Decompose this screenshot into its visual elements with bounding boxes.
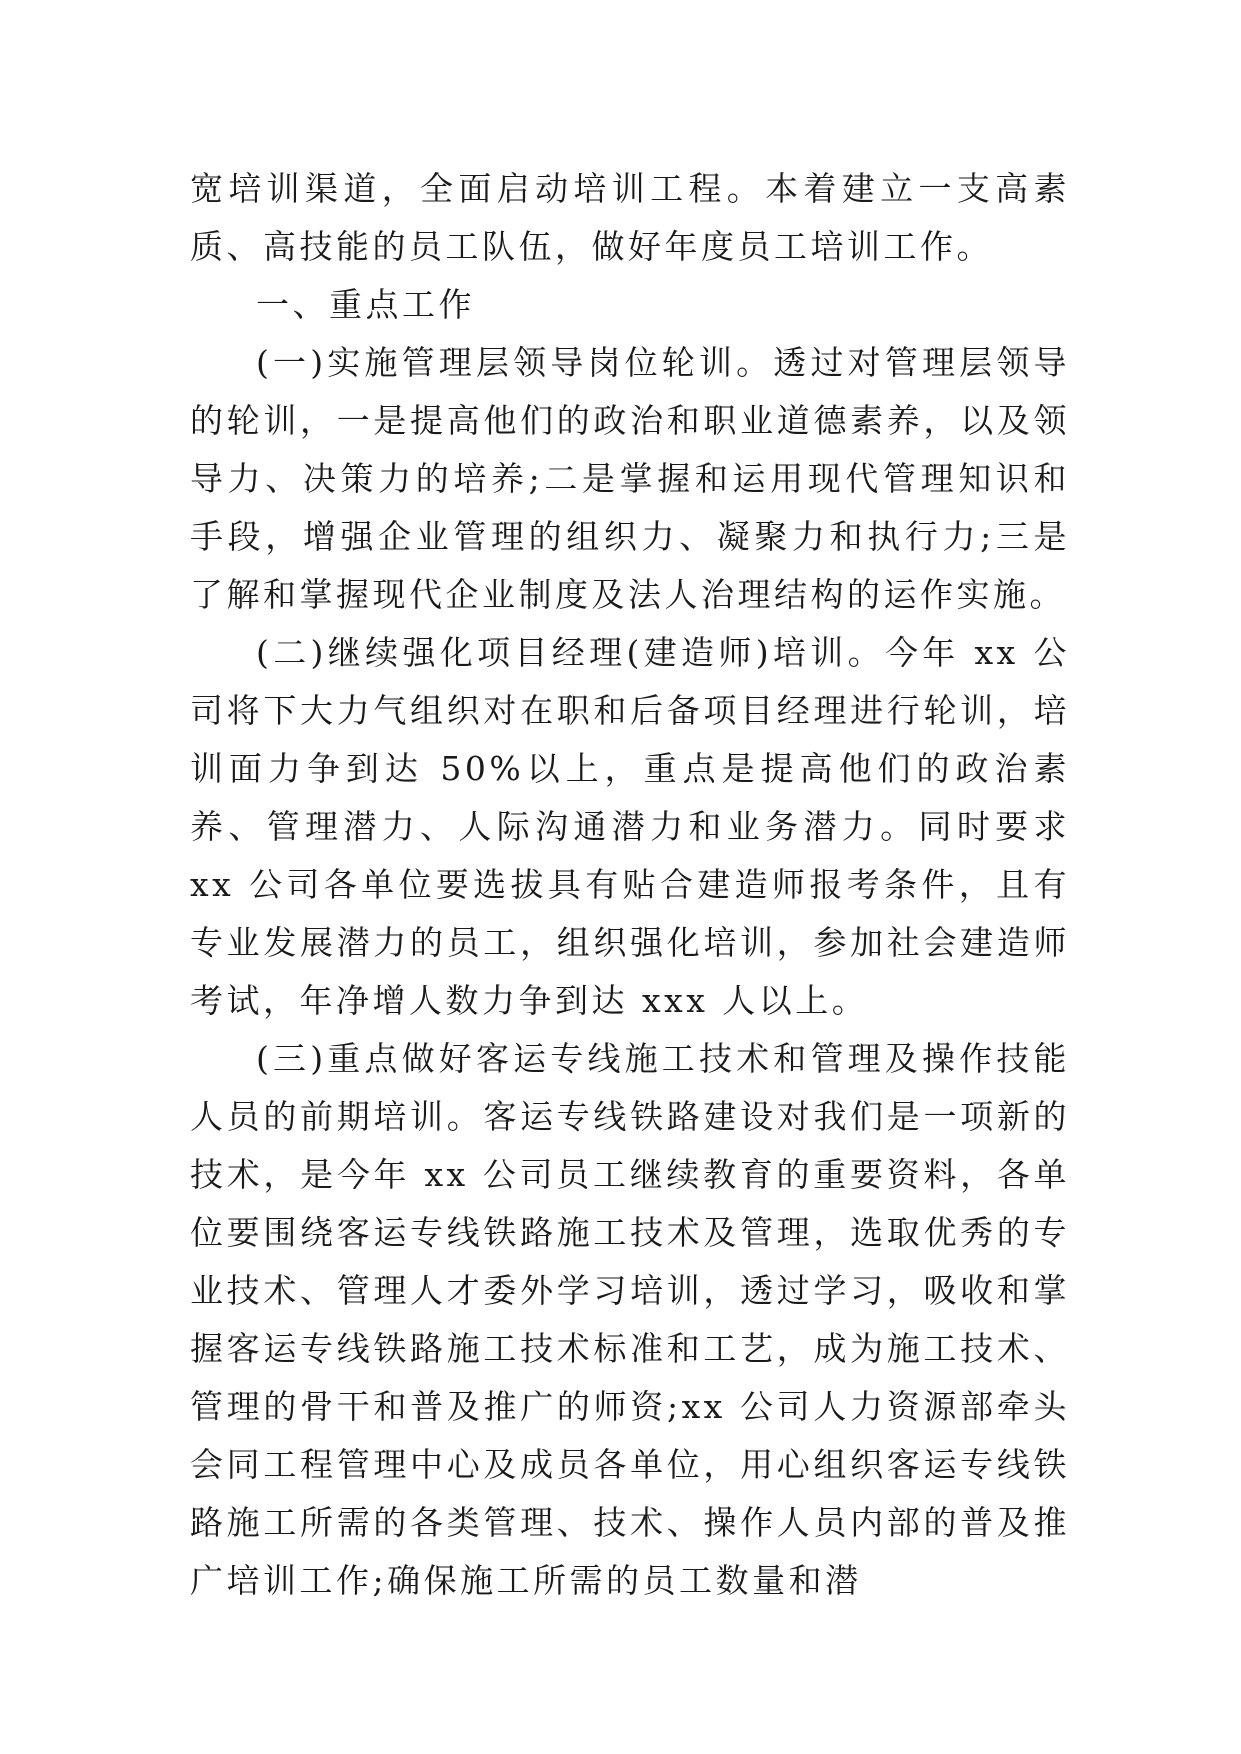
paragraph-continuation: 宽培训渠道，全面启动培训工程。本着建立一支高素质、高技能的员工队伍，做好年度员工培训工作。	[190, 169, 1070, 266]
paragraph-item-3: (三)重点做好客运专线施工技术和管理及操作技能人员的前期培训。客运专线铁路建设对我们是一项新的技术，是今年 xx 公司员工继续教育的重要资料，各单位要围绕客运专线铁路施工技术及管理，选取优秀的专业技术、管理人才委外学习培训，透过学习，吸收和掌握客运专线铁路施工技术标准和工艺，成为施工技术、管理的骨干和普及推广的师资;xx 公司人力资源部牵头会同工程管理中心及成员各单位，用心组织客运专线铁路施工所需的各类管理、技术、操作人员内部的普及推广培训工作;确保施工所需的员工数量和潜	[190, 1039, 1070, 1600]
section-heading: 一、重点工作	[256, 285, 475, 324]
document-body	[190, 160, 1070, 1610]
paragraph-item-2: (二)继续强化项目经理(建造师)培训。今年 xx 公司将下大力气组织对在职和后备项目经理进行轮训，培训面力争到达 50%以上，重点是提高他们的政治素养、管理潜力、人际沟通潜力和业务潜力。同时要求 xx 公司各单位要选拔具有贴合建造师报考条件，且有专业发展潜力的员工，组织强化培训，参加社会建造师考试，年净增人数力争到达 xxx 人以上。	[190, 633, 1070, 1020]
paragraph-item-1: (一)实施管理层领导岗位轮训。透过对管理层领导的轮训，一是提高他们的政治和职业道德素养，以及领导力、决策力的培养;二是掌握和运用现代管理知识和手段，增强企业管理的组织力、凝聚力和执行力;三是了解和掌握现代企业制度及法人治理结构的运作实施。	[190, 343, 1070, 614]
